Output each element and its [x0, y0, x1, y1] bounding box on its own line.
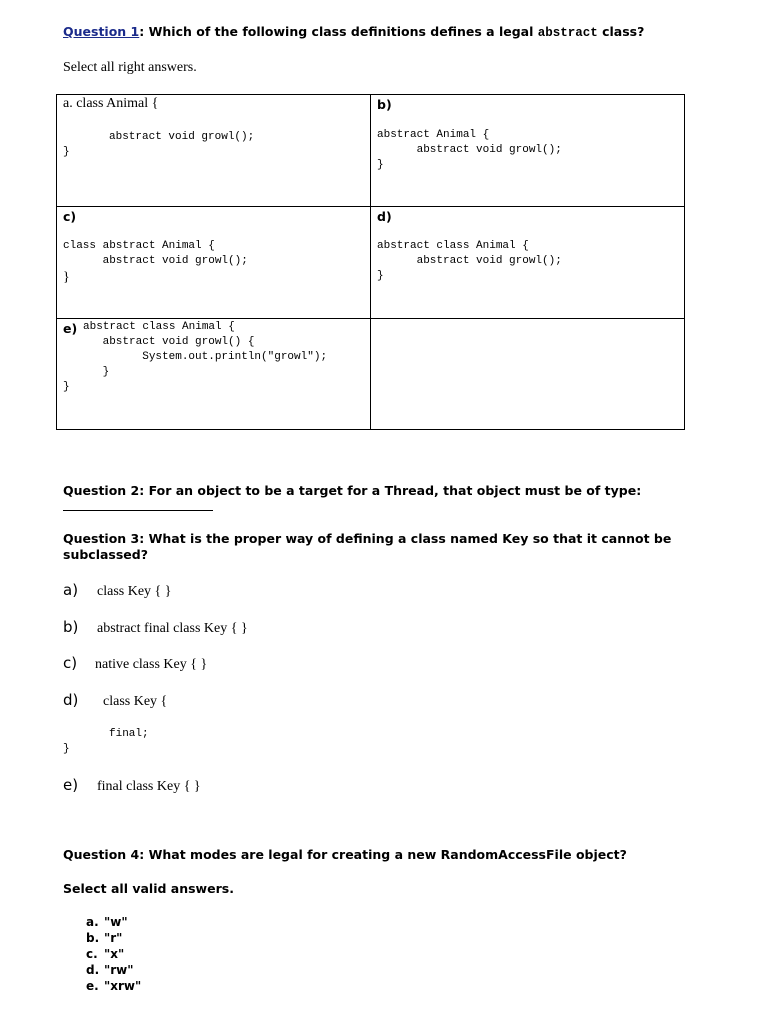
option-value: "r" — [104, 931, 123, 945]
answer-text: class Key { — [103, 694, 168, 709]
question-4-heading: Question 4: What modes are legal for creating a new RandomAccessFile object? — [63, 847, 627, 862]
mode-option — [86, 946, 141, 962]
option-d-code: abstract class Animal { abstract void growl(); } — [377, 240, 562, 282]
question-1-options-table — [56, 94, 685, 430]
answer-letter: e) — [63, 776, 79, 794]
question-1-instruction: Select all right answers. — [63, 60, 197, 75]
answer-letter: b) — [63, 618, 79, 636]
option-c-code: class abstract Animal { abstract void growl(); — [63, 240, 248, 267]
answer-text: final class Key { } — [97, 779, 201, 794]
answer-d-closing: } — [63, 743, 70, 755]
mode-option — [86, 962, 141, 978]
question-3-answer-c — [63, 654, 207, 673]
question-1-text-after: class? — [597, 24, 645, 39]
answer-text: class Key { } — [97, 584, 172, 599]
question-1-heading — [63, 24, 644, 40]
mode-option — [86, 978, 141, 994]
question-3-answer-e — [63, 776, 201, 795]
option-d-label: d) — [377, 209, 392, 224]
empty-cell — [371, 319, 685, 430]
option-value: "w" — [104, 915, 128, 929]
mode-option — [86, 930, 141, 946]
option-e-code-first: abstract class Animal { — [83, 321, 235, 333]
option-e-cell — [57, 319, 371, 430]
option-a-label: a. class Animal { — [63, 96, 159, 111]
option-letter: b. — [86, 931, 100, 945]
option-letter: e. — [86, 979, 99, 993]
question-4-options — [86, 914, 141, 994]
option-b-cell — [371, 95, 685, 207]
answer-text: abstract final class Key { } — [97, 621, 248, 636]
answer-letter: c) — [63, 654, 78, 672]
option-letter: a. — [86, 915, 99, 929]
option-a-cell — [57, 95, 371, 207]
option-c-closing: } — [63, 270, 70, 285]
option-letter: d. — [86, 963, 100, 977]
question-3-heading-line-2: subclassed? — [63, 547, 148, 562]
question-4-instruction: Select all valid answers. — [63, 881, 234, 896]
option-d-cell — [371, 207, 685, 319]
question-2-heading: Question 2: For an object to be a target for a Thread, that object must be of type: — [63, 483, 642, 498]
question-1-link[interactable]: Question 1 — [63, 24, 140, 39]
question-3-answer-b — [63, 618, 248, 637]
answer-text: native class Key { } — [95, 657, 208, 672]
option-c-label: c) — [63, 209, 77, 224]
option-c-cell — [57, 207, 371, 319]
option-value: "rw" — [104, 963, 134, 977]
question-3-answer-a — [63, 581, 171, 600]
mode-option — [86, 914, 141, 930]
option-b-code: abstract Animal { abstract void growl(); } — [377, 129, 562, 171]
option-e-label: e) — [63, 321, 78, 336]
question-1-text-before: : Which of the following class definitions defines a legal — [139, 24, 538, 39]
question-3-heading-line-1: Question 3: What is the proper way of defining a class named Key so that it cannot be — [63, 531, 672, 546]
option-a-closing: } — [63, 146, 70, 158]
answer-letter: a) — [63, 581, 79, 599]
option-value: "x" — [104, 947, 125, 961]
abstract-keyword: abstract — [537, 26, 598, 40]
option-e-code: abstract void growl() { System.out.println("growl"); } } — [63, 336, 328, 393]
question-3-answer-d — [63, 691, 167, 710]
answer-letter: d) — [63, 691, 79, 709]
option-letter: c. — [86, 947, 98, 961]
question-2-answer-blank[interactable] — [63, 510, 213, 511]
option-b-label: b) — [377, 97, 392, 112]
answer-d-body: final; — [109, 728, 149, 740]
option-value: "xrw" — [104, 979, 142, 993]
option-a-code: abstract void growl(); — [109, 131, 255, 143]
